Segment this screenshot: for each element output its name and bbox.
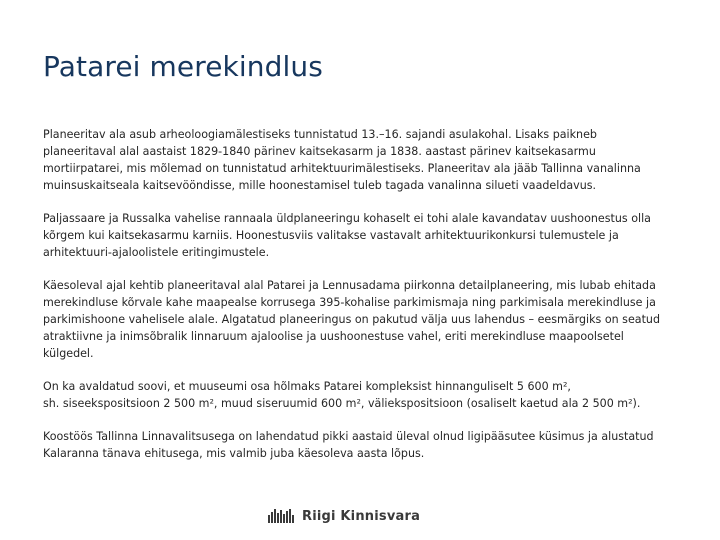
barcode-logo-mark-icon [268,509,295,523]
company-logo [268,506,420,526]
slide-title: Patarei merekindlus [43,50,323,83]
text-line: atraktiivne ja inimsõbralik linnaruum ajaloolise ja uushoonestuse vahel, eriti merekindluse maapoolsetel [43,330,624,343]
paragraph-heritage [43,126,683,194]
text-line: külgedel. [43,347,94,360]
text-line: Koostöös Tallinna Linnavalitsusega on lahendatud pikki aastaid üleval olnud ligipääsutee küsimus ja alustatud [43,430,654,443]
text-line: merekindluse kõrvale kahe maapealse korrusega 395-kohalise parkimismaja ning parkimisala merekindluse ja [43,296,656,309]
text-line: sh. siseekspositsioon 2 500 m², muud siseruumid 600 m², väliekspositsioon (osaliselt kaetud ala 2 500 m²). [43,397,641,410]
text-line: Käesoleval ajal kehtib planeeritaval alal Patarei ja Lennusadama piirkonna detailplaneering, mis lubab ehitada [43,279,656,292]
text-line: planeeritaval alal aastaist 1829-1840 pärinev kaitsekasarm ja 1838. aastast pärinev kaitsekasarmu [43,145,596,158]
text-line: muinsuskaitseala kaitsevööndisse, mille hoonestamisel tuleb tagada vanalinna silueti vaadeldavus. [43,179,597,192]
paragraph-detail-plan [43,277,683,362]
logo-text: Riigi Kinnisvara [302,508,421,524]
slide-body [43,126,683,478]
paragraph-museum [43,378,683,412]
text-line: Planeeritav ala asub arheoloogiamälestiseks tunnistatud 13.–16. sajandi asulakohal. Lisaks paikneb [43,128,597,141]
paragraph-cooperation [43,428,683,462]
text-line: On ka avaldatud soovi, et muuseumi osa hõlmaks Patarei kompleksist hinnanguliselt 5 600 m², [43,380,571,393]
text-line: arhitektuuri-ajaloolistele eritingimustele. [43,246,270,259]
paragraph-general-plan [43,210,683,261]
text-line: mortiirpatarei, mis mõlemad on tunnistatud arhitektuurimälestiseks. Planeeritav ala jääb Tallinna vanalinna [43,162,641,175]
text-line: parkimishoone vahelisele alale. Algatatud planeeringus on pakutud välja uus lahendus – eesmärgiks on seatud [43,313,661,326]
text-line: Kalaranna tänava ehitusega, mis valmib juba käesoleva aasta lõpus. [43,447,425,460]
text-line: kõrgem kui kaitsekasarmu karniis. Hoonestusviis valitakse vastavalt arhitektuurikonkursi tulemustele ja [43,229,619,242]
text-line: Paljassaare ja Russalka vahelise rannaala üldplaneeringu kohaselt ei tohi alale kavandatav uushoonestus olla [43,212,651,225]
